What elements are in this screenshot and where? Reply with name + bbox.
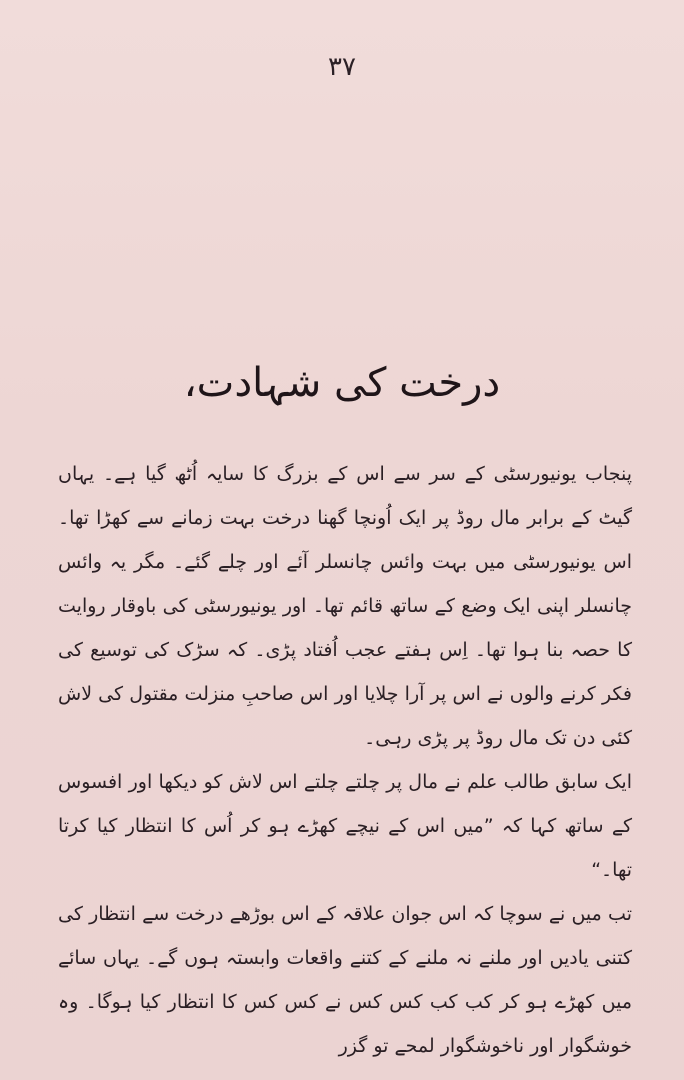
paragraph-1: پنجاب یونیورسٹی کے سر سے اس کے بزرگ کا سایہ اُٹھ گیا ہے۔ یہاں گیٹ کے برابر مال روڈ پر ایک اُونچا گھنا درخت بہت زمانے سے کھڑا تھا۔ اس یونیورسٹی میں بہت وائس چانسلر آئے اور چلے گئے۔ مگر یہ وائس چانسلر اپنی ایک وضع کے ساتھ قائم تھا۔ اور یونیورسٹی کی باوقار روایت کا حصہ بنا ہوا تھا۔ اِس ہفتے عجب اُفتاد پڑی۔ کہ سڑک کی توسیع کی فکر کرنے والوں نے اس پر آرا چلایا اور اس صاحبِ منزلت مقتول کی لاش کئی دن تک مال روڈ پر پڑی رہی۔ [58,463,632,749]
page-number: ۳۷ [328,52,356,82]
chapter-title: درخت کی شہادت، [183,360,501,406]
paragraph-2: ایک سابق طالب علم نے مال پر چلتے چلتے اس لاش کو دیکھا اور افسوس کے ساتھ کہا کہ ”میں اس کے نیچے کھڑے ہو کر اُس کا انتظار کیا کرتا تھا۔“ [58,771,632,881]
paragraph-3: تب میں نے سوچا کہ اس جوان علاقہ کے اس بوڑھے درخت سے انتظار کی کتنی یادیں اور ملنے نہ ملنے کے کتنے واقعات وابستہ ہوں گے۔ یہاں سائے میں کھڑے ہو کر کب کب کس کس نے کس کس کا انتظار کیا ہوگا۔ وہ خوشگوار اور ناخوشگوار لمحے تو گزر [58,903,632,1057]
body-text [58,452,632,1068]
